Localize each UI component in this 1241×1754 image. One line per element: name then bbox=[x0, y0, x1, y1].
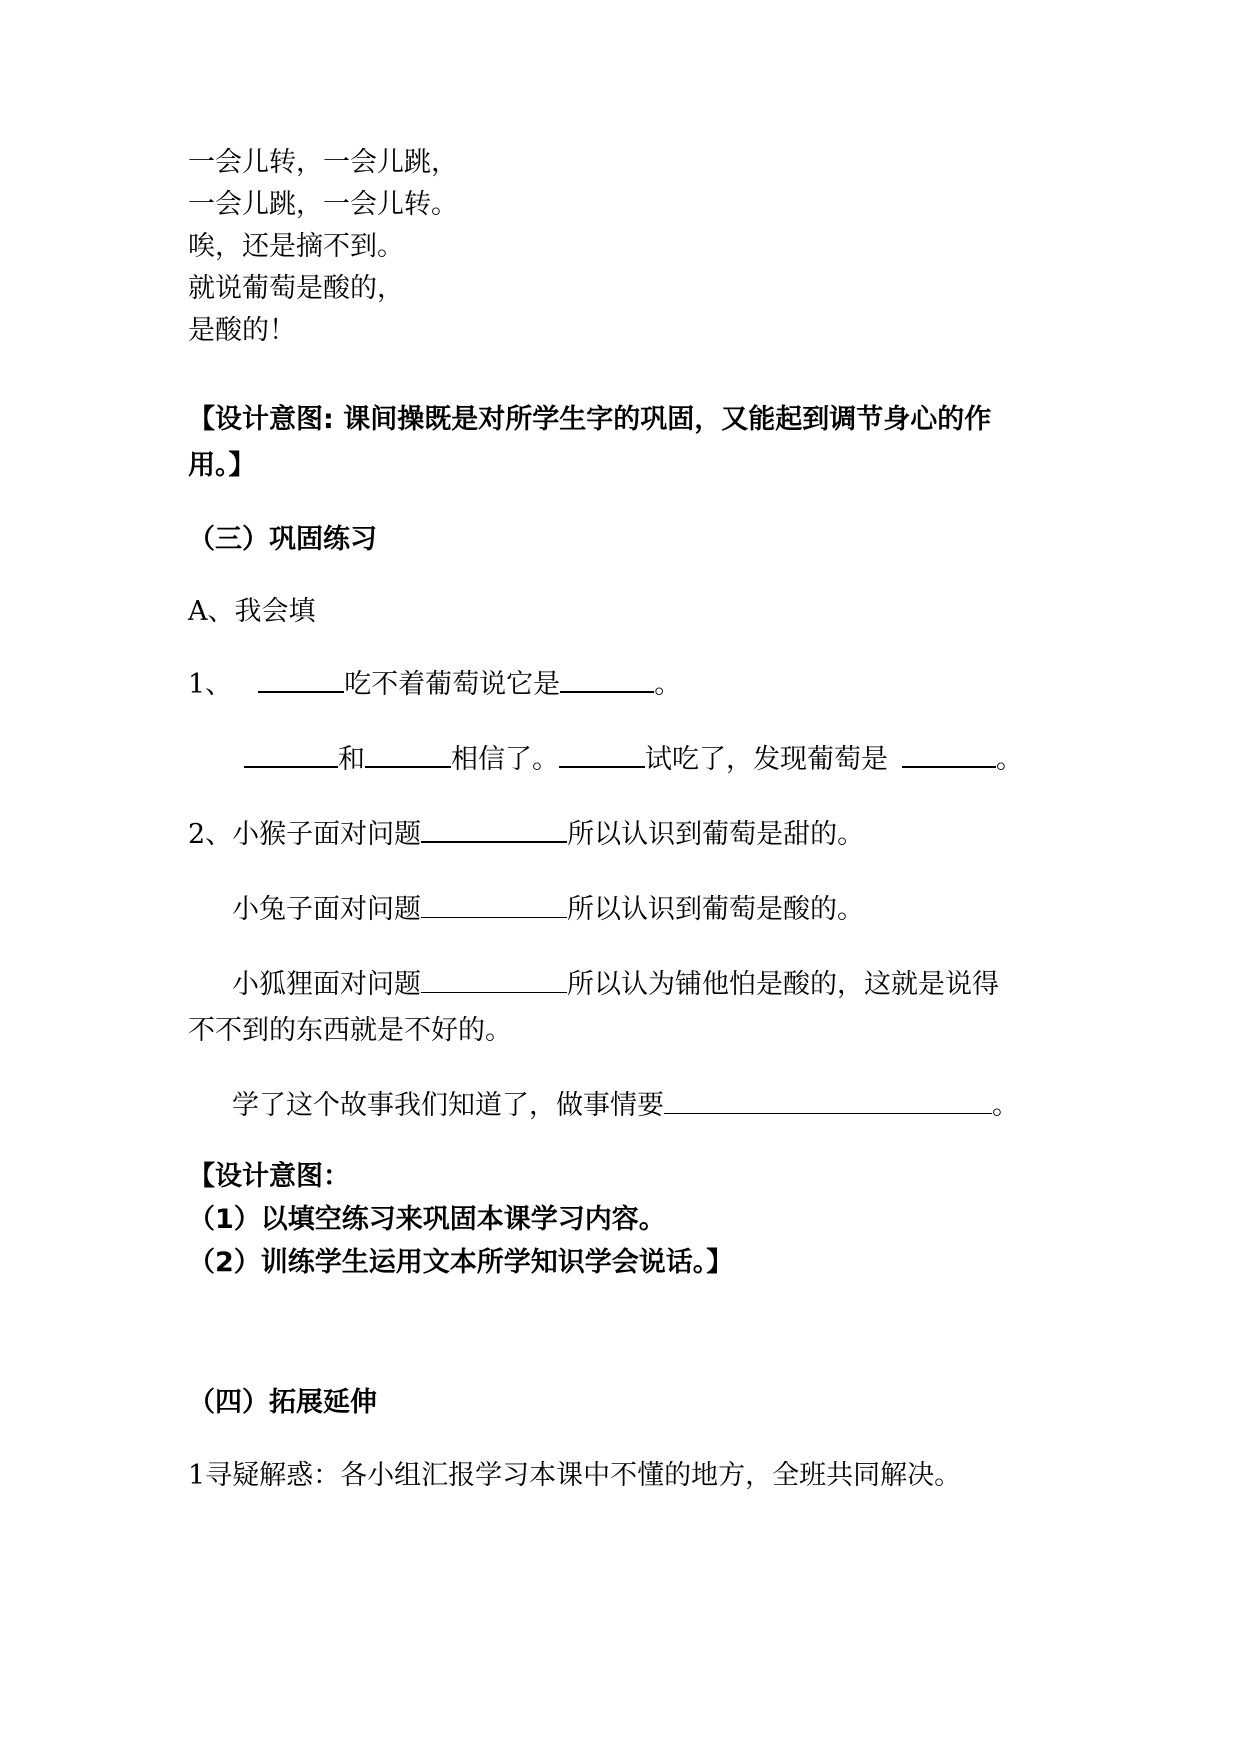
question-2-fox-continued: 不不到的东西就是不好的。 bbox=[188, 1015, 512, 1046]
question-2-text: 所以认为铺他怕是酸的，这就是说得 bbox=[567, 969, 999, 1000]
question-2-text: 小狐狸面对问题 bbox=[232, 969, 421, 1000]
question-1-number: 1、 bbox=[188, 669, 233, 700]
design-intent-1-line-1: 【设计意图: 课间操既是对所学生字的巩固，又能起到调节身心的作 bbox=[188, 404, 992, 435]
question-2-text: 学了这个故事我们知道了，做事情要 bbox=[232, 1090, 664, 1121]
design-intent-2-line-3: （2）训练学生运用文本所学知识学会说话。】 bbox=[188, 1247, 734, 1278]
blank[interactable] bbox=[258, 667, 344, 693]
poem-line-4: 就说葡萄是酸的， bbox=[188, 273, 404, 304]
poem-line-1: 一会儿转，一会儿跳， bbox=[188, 147, 458, 178]
poem-line-5: 是酸的！ bbox=[188, 315, 296, 346]
question-1-text: 。 bbox=[654, 669, 682, 700]
question-1-text: 试吃了，发现葡萄是 bbox=[645, 744, 888, 775]
question-2-monkey bbox=[188, 815, 864, 855]
design-intent-1-line-2: 用。】 bbox=[188, 450, 256, 481]
design-intent-2-line-2: （1）以填空练习来巩固本课学习内容。 bbox=[188, 1204, 666, 1235]
section-3-title: （三）巩固练习 bbox=[188, 524, 377, 555]
question-1-text: 吃不着葡萄说它是 bbox=[344, 669, 561, 700]
extension-item-1: 1寻疑解惑：各小组汇报学习本课中不懂的地方，全班共同解决。 bbox=[188, 1460, 962, 1491]
poem-line-2: 一会儿跳，一会儿转。 bbox=[188, 189, 458, 220]
blank[interactable] bbox=[244, 742, 338, 768]
question-2-text: 所以认识到葡萄是甜的。 bbox=[567, 819, 865, 850]
question-1-text: 。 bbox=[996, 744, 1023, 775]
question-2-text: 所以认识到葡萄是酸的。 bbox=[567, 894, 864, 925]
blank[interactable] bbox=[559, 742, 645, 768]
question-2-fox bbox=[232, 965, 999, 1005]
question-2-lesson bbox=[232, 1086, 1019, 1126]
question-2-text: 小兔子面对问题 bbox=[232, 894, 421, 925]
question-1-line-2 bbox=[244, 740, 1023, 780]
question-2-text: 。 bbox=[992, 1090, 1019, 1121]
blank[interactable] bbox=[421, 968, 567, 993]
question-2-text: 2、小猴子面对问题 bbox=[188, 819, 422, 850]
blank[interactable] bbox=[365, 742, 451, 768]
blank[interactable] bbox=[902, 742, 996, 768]
blank[interactable] bbox=[421, 817, 567, 843]
blank[interactable] bbox=[664, 1089, 992, 1114]
question-1-line-1 bbox=[188, 665, 681, 705]
question-2-rabbit bbox=[232, 890, 864, 930]
question-1-text: 相信了。 bbox=[451, 744, 559, 775]
blank[interactable] bbox=[421, 893, 567, 918]
question-1-text: 和 bbox=[338, 744, 365, 775]
subsection-a-title: A、我会填 bbox=[188, 596, 316, 627]
blank[interactable] bbox=[560, 667, 654, 693]
section-4-title: （四）拓展延伸 bbox=[188, 1387, 377, 1418]
poem-line-3: 唉，还是摘不到。 bbox=[188, 231, 404, 262]
design-intent-2-line-1: 【设计意图： bbox=[188, 1161, 350, 1192]
